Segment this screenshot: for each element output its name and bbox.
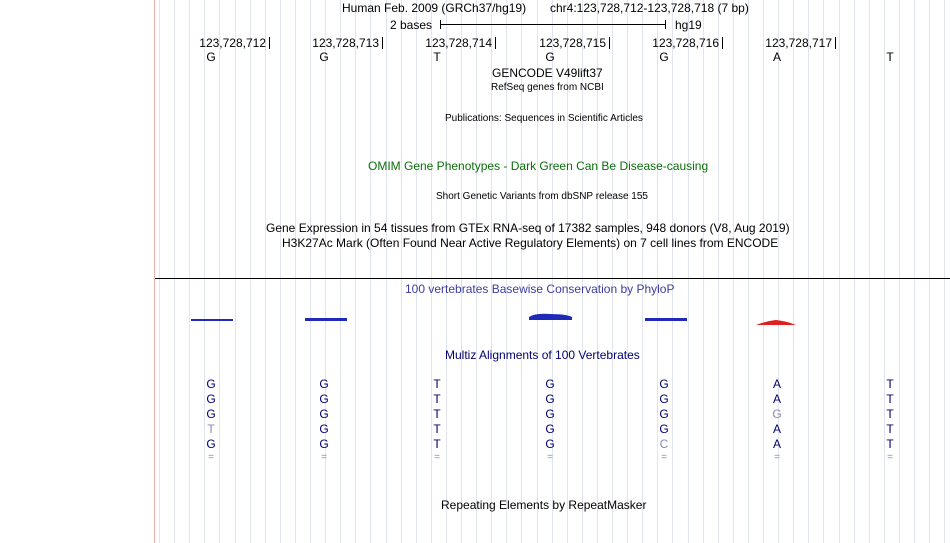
base-letter: A bbox=[772, 50, 781, 64]
alignment-base: T bbox=[886, 437, 894, 451]
base-letter: G bbox=[319, 50, 329, 64]
alignment-base: A bbox=[772, 377, 781, 391]
alignment-base: G bbox=[545, 392, 555, 406]
alignment-base: T bbox=[433, 422, 441, 436]
alignment-base: G bbox=[545, 377, 555, 391]
alignment-base: = bbox=[547, 452, 553, 463]
alignment-base: T bbox=[886, 422, 894, 436]
alignment-base: T bbox=[433, 407, 441, 421]
alignment-base: G bbox=[319, 392, 329, 406]
alignment-base: G bbox=[206, 377, 216, 391]
coordinate-label: 123,728,714 bbox=[425, 36, 492, 50]
coordinate-label: 123,728,717 bbox=[765, 36, 832, 50]
alignment-base: G bbox=[772, 407, 782, 421]
alignment-base: G bbox=[659, 392, 669, 406]
coordinate-label: 123,728,715 bbox=[539, 36, 606, 50]
alignment-base: A bbox=[772, 437, 781, 451]
base-letter: G bbox=[659, 50, 669, 64]
assembly-title: Human Feb. 2009 (GRCh37/hg19) bbox=[342, 1, 527, 15]
alignment-base: = bbox=[661, 452, 667, 463]
alignment-base: A bbox=[772, 422, 781, 436]
phylop-mark-4 bbox=[645, 318, 687, 321]
scale-text: 2 bases bbox=[390, 18, 433, 32]
h3k27ac-title: H3K27Ac Mark (Often Found Near Active Regulatory Elements) on 7 cell lines from ENCODE bbox=[282, 236, 779, 250]
alignment-base: T bbox=[433, 437, 441, 451]
alignment-base: = bbox=[434, 452, 440, 463]
alignment-base: T bbox=[886, 377, 894, 391]
phylop-mark-2 bbox=[305, 318, 347, 321]
alignment-base: G bbox=[545, 437, 555, 451]
phylop-title: 100 vertebrates Basewise Conservation by PhyloP bbox=[405, 282, 675, 296]
alignment-base: G bbox=[319, 377, 329, 391]
gencode-title[interactable]: GENCODE V49lift37 bbox=[492, 66, 603, 80]
alignment-base: = bbox=[774, 452, 780, 463]
base-letter: G bbox=[206, 50, 216, 64]
alignment-base: G bbox=[545, 422, 555, 436]
alignment-base: G bbox=[659, 407, 669, 421]
alignment-base: T bbox=[886, 392, 894, 406]
alignment-base: C bbox=[659, 437, 669, 451]
alignment-base: G bbox=[206, 437, 216, 451]
window-position-text: chr4:123,728,712-123,728,718 (7 bp) bbox=[550, 1, 749, 15]
alignment-base: G bbox=[206, 392, 216, 406]
alignment-base: T bbox=[433, 392, 441, 406]
coordinate-label: 123,728,713 bbox=[312, 36, 379, 50]
alignment-base: T bbox=[207, 422, 215, 436]
refseq-title: RefSeq genes from NCBI bbox=[491, 82, 604, 93]
alignment-base: G bbox=[545, 407, 555, 421]
repeatmasker-title: Repeating Elements by RepeatMasker bbox=[441, 498, 647, 512]
dbsnp-title: Short Genetic Variants from dbSNP release 155 bbox=[436, 191, 648, 202]
omim-title: OMIM Gene Phenotypes - Dark Green Can Be Disease-causing bbox=[368, 159, 709, 173]
alignment-base: G bbox=[319, 407, 329, 421]
alignment-base: G bbox=[319, 422, 329, 436]
multiz-title: Multiz Alignments of 100 Vertebrates bbox=[445, 348, 640, 362]
alignment-base: G bbox=[319, 437, 329, 451]
phylop-mark-1 bbox=[191, 319, 233, 321]
alignment-base: = bbox=[208, 452, 214, 463]
alignment-base: = bbox=[887, 452, 893, 463]
alignment-base: A bbox=[772, 392, 781, 406]
publications-title: Publications: Sequences in Scientific Articles bbox=[445, 113, 643, 124]
alignment-base: G bbox=[659, 377, 669, 391]
base-letter: T bbox=[886, 50, 894, 64]
alignment-base: = bbox=[321, 452, 327, 463]
alignment-base: T bbox=[433, 377, 441, 391]
coordinate-label: 123,728,712 bbox=[199, 36, 266, 50]
gtex-title: Gene Expression in 54 tissues from GTEx RNA-seq of 17382 samples, 948 donors (V8, Aug 2019) bbox=[266, 221, 790, 235]
alignment-base: G bbox=[206, 407, 216, 421]
coordinate-label: 123,728,716 bbox=[652, 36, 719, 50]
base-letter: T bbox=[433, 50, 441, 64]
phylop-mark-3 bbox=[529, 314, 572, 320]
alignment-base: G bbox=[659, 422, 669, 436]
phylop-mark-5 bbox=[756, 320, 796, 325]
alignment-base: T bbox=[886, 407, 894, 421]
base-letter: G bbox=[545, 50, 555, 64]
scale-db: hg19 bbox=[675, 18, 702, 32]
